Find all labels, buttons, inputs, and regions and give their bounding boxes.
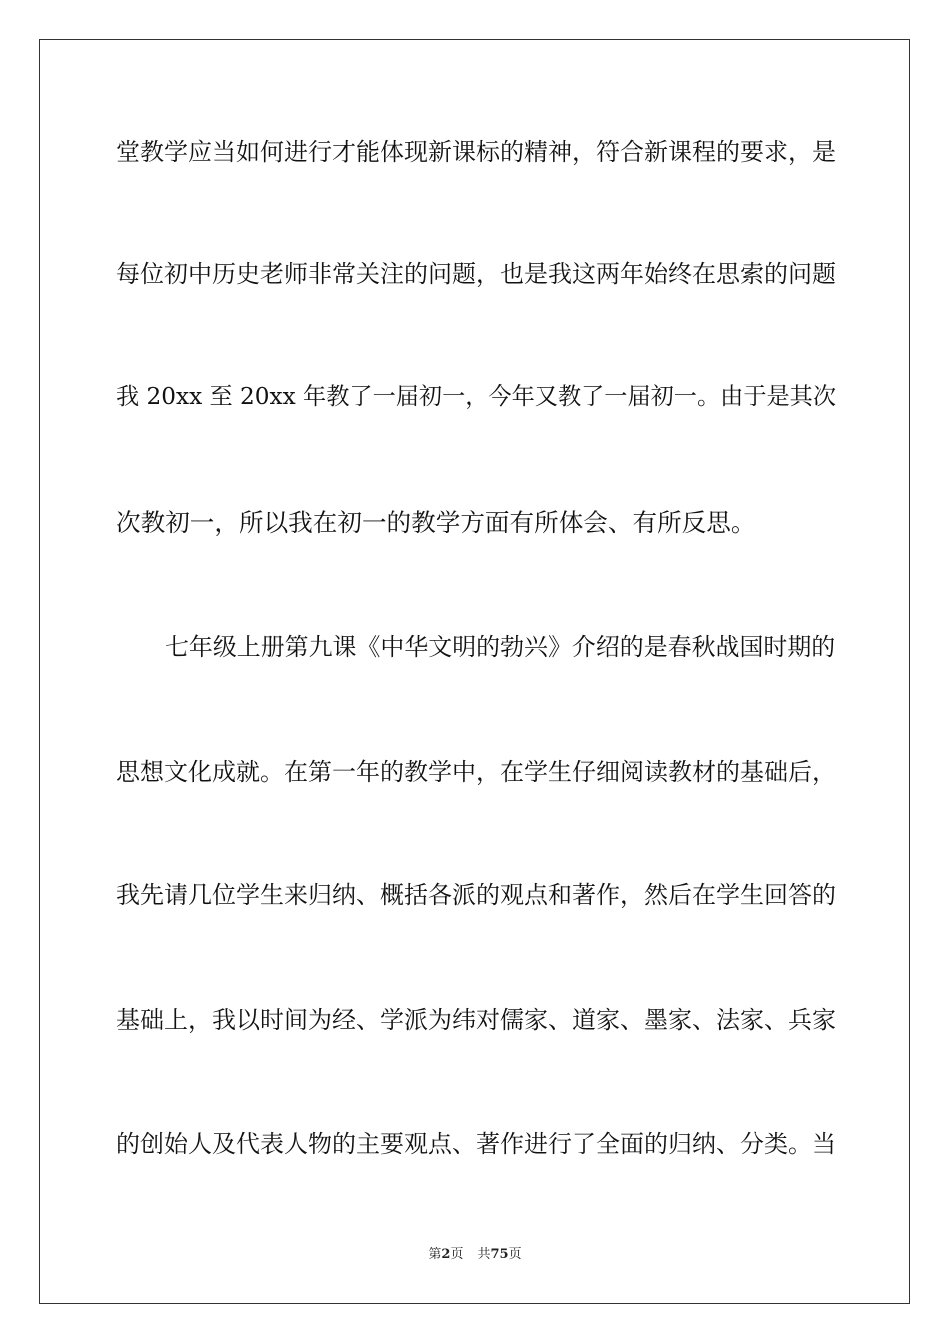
paragraph-first-line: 七年级上册第九课《中华文明的勃兴》介绍的是春秋战国时期的 xyxy=(165,633,836,661)
total-pages: 75 xyxy=(490,1247,509,1262)
text-line: 思想文化成就。在第一年的教学中，在学生仔细阅读教材的基础后， xyxy=(116,758,836,786)
text-line: 我先请几位学生来归纳、概括各派的观点和著作，然后在学生回答的 xyxy=(116,881,836,909)
total-suffix: 页 xyxy=(508,1247,522,1262)
page-border xyxy=(39,39,910,1304)
total-prefix: 共 xyxy=(477,1247,491,1262)
text-line: 堂教学应当如何进行才能体现新课标的精神，符合新课程的要求，是 xyxy=(116,138,836,166)
text-line: 每位初中历史老师非常关注的问题，也是我这两年始终在思索的问题 xyxy=(116,260,836,288)
text-line: 次教初一，所以我在初一的教学方面有所体会、有所反思。 xyxy=(116,508,756,537)
page-prefix: 第 xyxy=(428,1247,442,1262)
page-footer xyxy=(0,1246,950,1264)
page-number: 2 xyxy=(441,1247,451,1262)
page-suffix: 页 xyxy=(450,1247,464,1262)
text-line: 我 20xx 至 20xx 年教了一届初一，今年又教了一届初一。由于是其次 xyxy=(116,383,836,410)
text-line: 的创始人及代表人物的主要观点、著作进行了全面的归纳、分类。当 xyxy=(116,1130,836,1158)
text-line: 基础上，我以时间为经、学派为纬对儒家、道家、墨家、法家、兵家 xyxy=(116,1006,836,1034)
